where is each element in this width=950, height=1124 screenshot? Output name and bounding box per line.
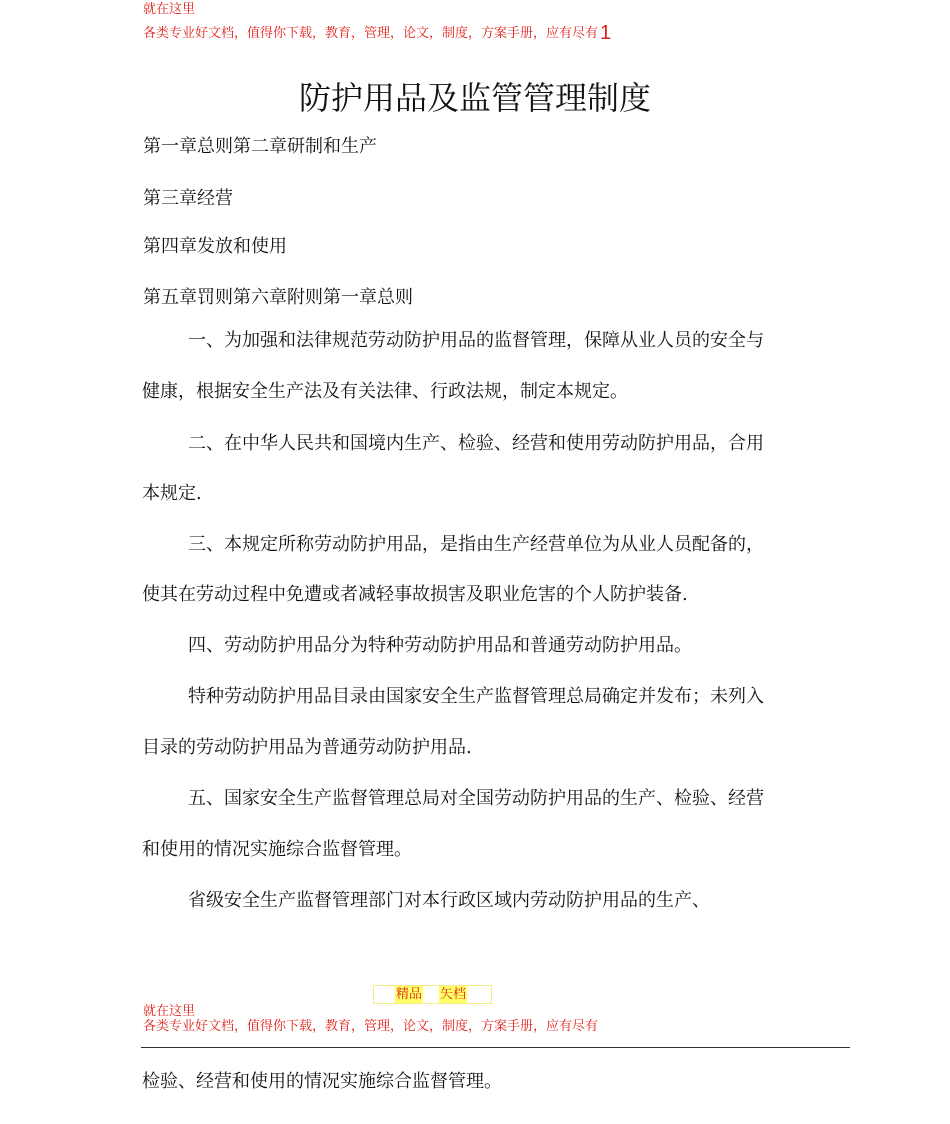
header-banner-line2 <box>143 22 612 44</box>
article-2-line-2: 本规定. <box>142 483 202 504</box>
toc-line: 第四章发放和使用 <box>143 236 287 257</box>
article-1-line-2: 健康，根据安全生产法及有关法律、行政法规，制定本规定。 <box>142 381 628 402</box>
footer-banner-line1: 就在这里 <box>143 1004 196 1019</box>
header-banner-line1: 就在这里 <box>143 2 196 17</box>
toc-line: 第三章经营 <box>143 188 233 209</box>
page-divider <box>141 1047 850 1048</box>
article-3-line-1: 三、本规定所称劳动防护用品，是指由生产经营单位为从业人员配备的， <box>188 534 764 555</box>
toc-line: 第五章罚则第六章附则第一章总则 <box>143 287 413 308</box>
article-1-line-1: 一、为加强和法律规范劳动防护用品的监督管理，保障从业人员的安全与 <box>188 330 764 351</box>
article-5-line-2: 和使用的情况实施综合监督管理。 <box>142 839 412 860</box>
document-title: 防护用品及监管管理制度 <box>298 79 651 117</box>
badge-label-right: 矢档 <box>440 987 467 1002</box>
header-banner-text: 各类专业好文档，值得你下载，教育，管理，论文，制度，方案手册，应有尽有 <box>143 26 599 41</box>
page-number: 1 <box>600 22 612 44</box>
article-3-line-2: 使其在劳动过程中免遭或者减轻事故损害及职业危害的个人防护装备. <box>142 584 688 605</box>
article-2-line-1: 二、在中华人民共和国境内生产、检验、经营和使用劳动防护用品，合用 <box>188 433 764 454</box>
toc-line: 第一章总则第二章研制和生产 <box>143 136 377 157</box>
article-4-note-line-1: 特种劳动防护用品目录由国家安全生产监督管理总局确定并发布；未列入 <box>188 686 764 707</box>
article-5-note-line-1: 省级安全生产监督管理部门对本行政区域内劳动防护用品的生产、 <box>188 890 710 911</box>
footer-banner-line2: 各类专业好文档，值得你下载，教育，管理，论文，制度，方案手册，应有尽有 <box>143 1019 599 1034</box>
article-4-line-1: 四、劳动防护用品分为特种劳动防护用品和普通劳动防护用品。 <box>188 635 692 656</box>
quality-badge <box>373 985 492 1004</box>
article-5-line-1: 五、国家安全生产监督管理总局对全国劳动防护用品的生产、检验、经营 <box>188 788 764 809</box>
badge-label-left: 精品 <box>396 987 423 1002</box>
article-4-note-line-2: 目录的劳动防护用品为普通劳动防护用品. <box>142 737 472 758</box>
next-page-line: 检验、经营和使用的情况实施综合监督管理。 <box>142 1071 502 1092</box>
